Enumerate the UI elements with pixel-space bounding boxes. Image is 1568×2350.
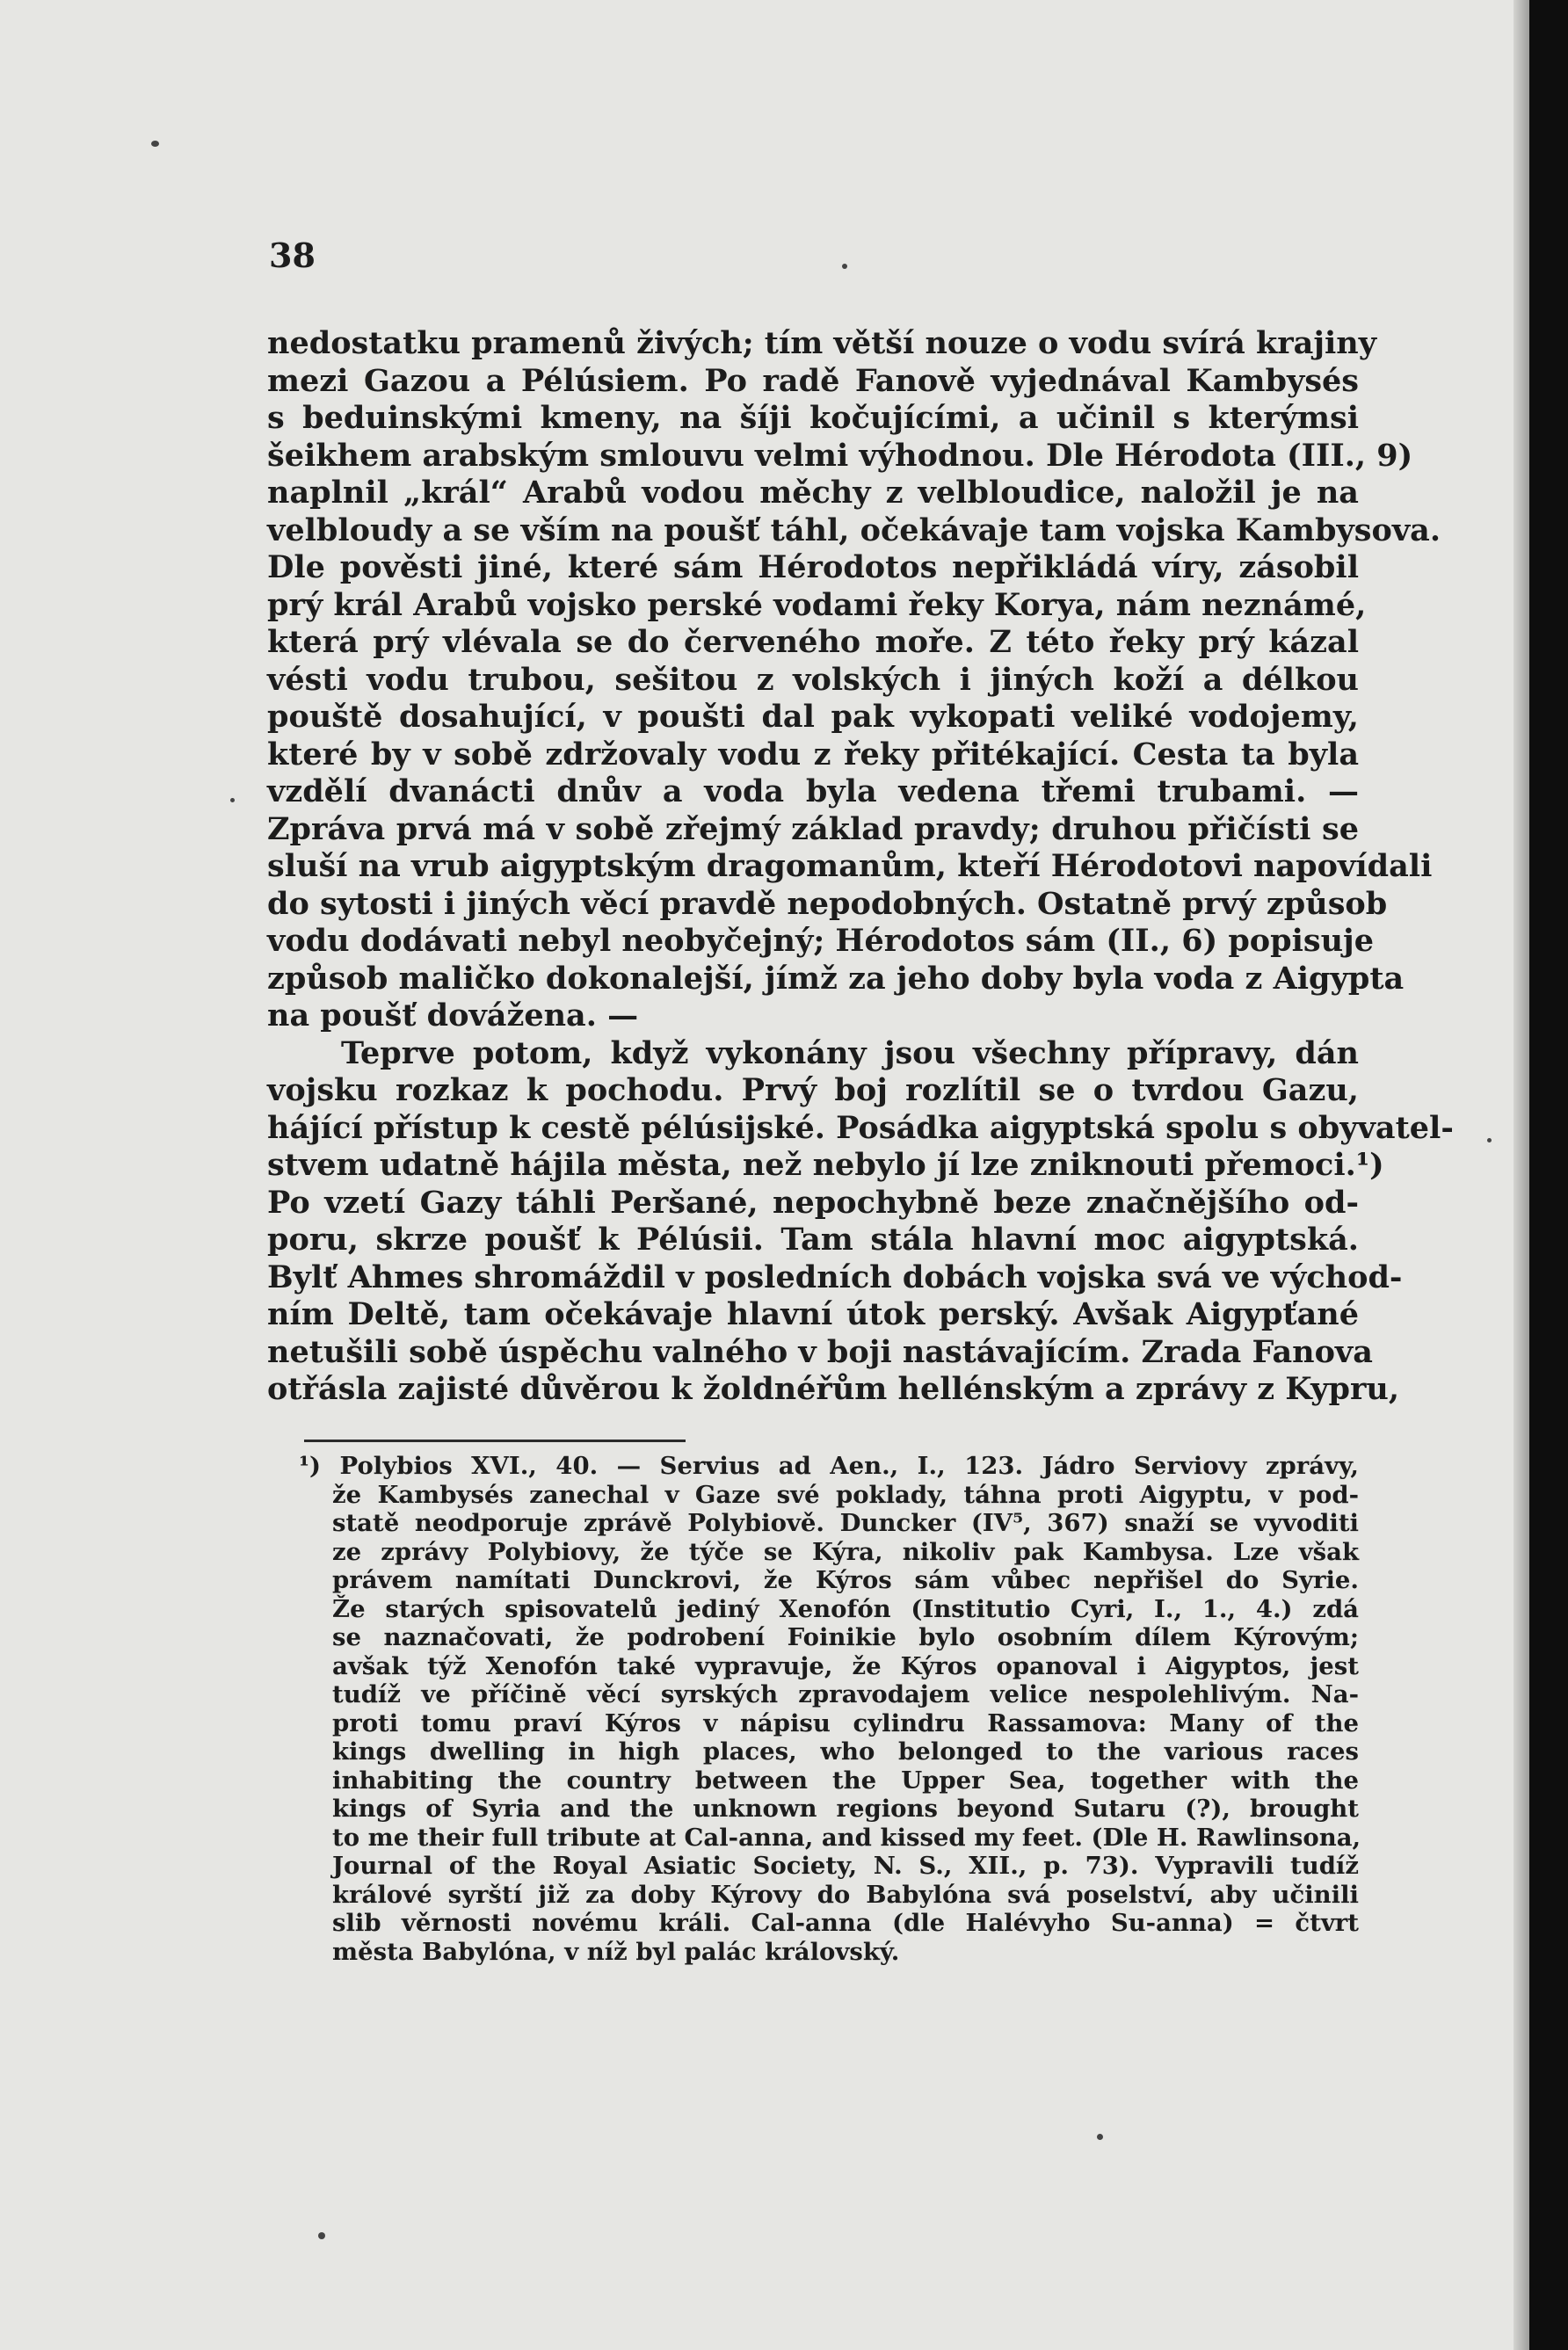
footnote-line: statě neodporuje zprávě Polybiově. Duncker (IV⁵, 367) snaží se vyvoditi bbox=[332, 1509, 1359, 1537]
body-line: velbloudy a se vším na poušť táhl, očekávaje tam vojska Kambysova. bbox=[267, 511, 1441, 548]
footnote-line: proti tomu praví Kýros v nápisu cylindru Rassamova: Many of the bbox=[332, 1708, 1359, 1737]
body-line: prý král Arabů vojsko perské vodami řeky Korya, nám neznámé, bbox=[267, 586, 1367, 623]
footnotes bbox=[299, 1452, 1361, 1966]
body-line: poru, skrze poušť k Pélúsii. Tam stála hlavní moc aigyptská. bbox=[267, 1222, 1359, 1258]
body-line: otřásla zajisté důvěrou k žoldnéřům hellénským a zprávy z Kypru, bbox=[267, 1371, 1400, 1407]
body-line: Po vzetí Gazy táhli Peršané, nepochybně beze značnějšího od- bbox=[267, 1184, 1359, 1221]
body-text bbox=[267, 325, 1454, 1409]
body-line: Dle pověsti jiné, které sám Hérodotos nepřikládá víry, zásobil bbox=[267, 549, 1359, 585]
body-line: způsob maličko dokonalejší, jímž za jeho doby byla voda z Aigypta bbox=[267, 960, 1405, 997]
footnote-line: se naznačovati, že podrobení Foinikie bylo osobním dílem Kýrovým; bbox=[332, 1623, 1359, 1651]
footnote-line: města Babylóna, v níž byl palác královský. bbox=[332, 1937, 900, 1966]
scan-speck bbox=[318, 2232, 325, 2239]
scan-speck bbox=[1097, 2134, 1103, 2140]
body-line: sluší na vrub aigyptským dragomanům, kteří Hérodotovi napovídali bbox=[267, 848, 1433, 884]
footnote-line: kings of Syria and the unknown regions beyond Sutaru (?), brought bbox=[332, 1795, 1359, 1823]
body-line: ním Deltě, tam očekávaje hlavní útok perský. Avšak Aigypťané bbox=[267, 1296, 1359, 1332]
footnote-line: ¹) Polybios XVI., 40. — Servius ad Aen., I., 123. Jádro Serviovy zprávy, bbox=[299, 1452, 1359, 1480]
body-line: do sytosti i jiných věcí pravdě nepodobných. Ostatně prvý způsob bbox=[267, 885, 1388, 922]
body-line: pouště dosahující, v poušti dal pak vykopati veliké vodojemy, bbox=[267, 699, 1359, 735]
body-line: vojsku rozkaz k pochodu. Prvý boj rozlítil se o tvrdou Gazu, bbox=[267, 1072, 1359, 1108]
footnote-line: Že starých spisovatelů jediný Xenofón (Institutio Cyri, I., 1., 4.) zdá bbox=[332, 1594, 1359, 1623]
body-line: netušili sobě úspěchu valného v boji nastávajícím. Zrada Fanova bbox=[267, 1333, 1373, 1370]
scan-speck bbox=[151, 141, 159, 147]
page-gutter-shadow bbox=[1514, 0, 1529, 2350]
footnote-line: ze zprávy Polybiovy, že týče se Kýra, nikoliv pak Kambysa. Lze však bbox=[332, 1537, 1359, 1566]
body-line: které by v sobě zdržovaly vodu z řeky přitékající. Cesta ta byla bbox=[267, 736, 1359, 772]
body-line: nedostatku pramenů živých; tím větší nouze o vodu svírá krajiny bbox=[267, 325, 1377, 361]
footnote-line: že Kambysés zanechal v Gaze své poklady, táhna proti Aigyptu, v pod- bbox=[332, 1480, 1359, 1509]
footnote-line: tudíž ve příčině věcí syrských zpravodajem velice nespolehlivým. Na- bbox=[332, 1680, 1359, 1708]
footnote-divider bbox=[304, 1440, 686, 1442]
body-line: s beduinskými kmeny, na šíji kočujícími, a učinil s kterýmsi bbox=[267, 400, 1359, 436]
body-line: naplnil „král“ Arabů vodou měchy z velbloudice, naložil je na bbox=[267, 475, 1359, 511]
body-line: vésti vodu trubou, sešitou z volských i jiných koží a délkou bbox=[267, 661, 1359, 698]
footnote-line: inhabiting the country between the Upper Sea, together with the bbox=[332, 1766, 1359, 1795]
scan-speck bbox=[230, 798, 235, 802]
body-line: vzdělí dvanácti dnův a voda byla vedena třemi trubami. — bbox=[267, 773, 1359, 809]
body-line: mezi Gazou a Pélúsiem. Po radě Fanově vyjednával Kambysés bbox=[267, 362, 1359, 399]
footnote-line: kings dwelling in high places, who belonged to the various races bbox=[332, 1737, 1359, 1766]
footnote-line: slib věrnosti novému králi. Cal-anna (dle Halévyho Su-anna) = čtvrt bbox=[332, 1909, 1359, 1937]
body-line: šeikhem arabským smlouvu velmi výhodnou. Dle Hérodota (III., 9) bbox=[267, 437, 1413, 474]
scan-speck bbox=[842, 264, 847, 269]
body-line: na poušť dovážena. — bbox=[267, 997, 639, 1034]
body-line: vodu dodávati nebyl neobyčejný; Hérodotos sám (II., 6) popisuje bbox=[267, 923, 1374, 959]
footnote-line: avšak týž Xenofón také vypravuje, že Kýros opanoval i Aigyptos, jest bbox=[332, 1651, 1359, 1680]
footnote-line: králové syrští již za doby Kýrovy do Babylóna svá poselství, aby učinili bbox=[332, 1880, 1359, 1909]
footnote-line: právem namítati Dunckrovi, že Kýros sám vůbec nepřišel do Syrie. bbox=[332, 1566, 1359, 1594]
body-line: stvem udatně hájila města, než nebylo jí lze zniknouti přemoci.¹) bbox=[267, 1147, 1384, 1183]
page-number: 38 bbox=[269, 236, 316, 275]
scan-border bbox=[1529, 0, 1568, 2350]
body-line: Teprve potom, když vykonány jsou všechny přípravy, dán bbox=[341, 1034, 1359, 1071]
footnote-line: to me their full tribute at Cal-anna, and kissed my feet. (Dle H. Rawlinsona, bbox=[332, 1823, 1361, 1852]
body-line: hájící přístup k cestě pélúsijské. Posádka aigyptská spolu s obyvatel- bbox=[267, 1109, 1454, 1146]
body-line: která prý vlévala se do červeného moře. Z této řeky prý kázal bbox=[267, 624, 1359, 660]
body-line: Zpráva prvá má v sobě zřejmý základ pravdy; druhou přičísti se bbox=[267, 810, 1359, 847]
footnote-line: Journal of the Royal Asiatic Society, N. S., XII., p. 73). Vypravili tudíž bbox=[332, 1852, 1359, 1880]
body-line: Bylť Ahmes shromáždil v posledních dobách vojska svá ve východ- bbox=[267, 1258, 1403, 1295]
scan-speck bbox=[1487, 1138, 1492, 1142]
